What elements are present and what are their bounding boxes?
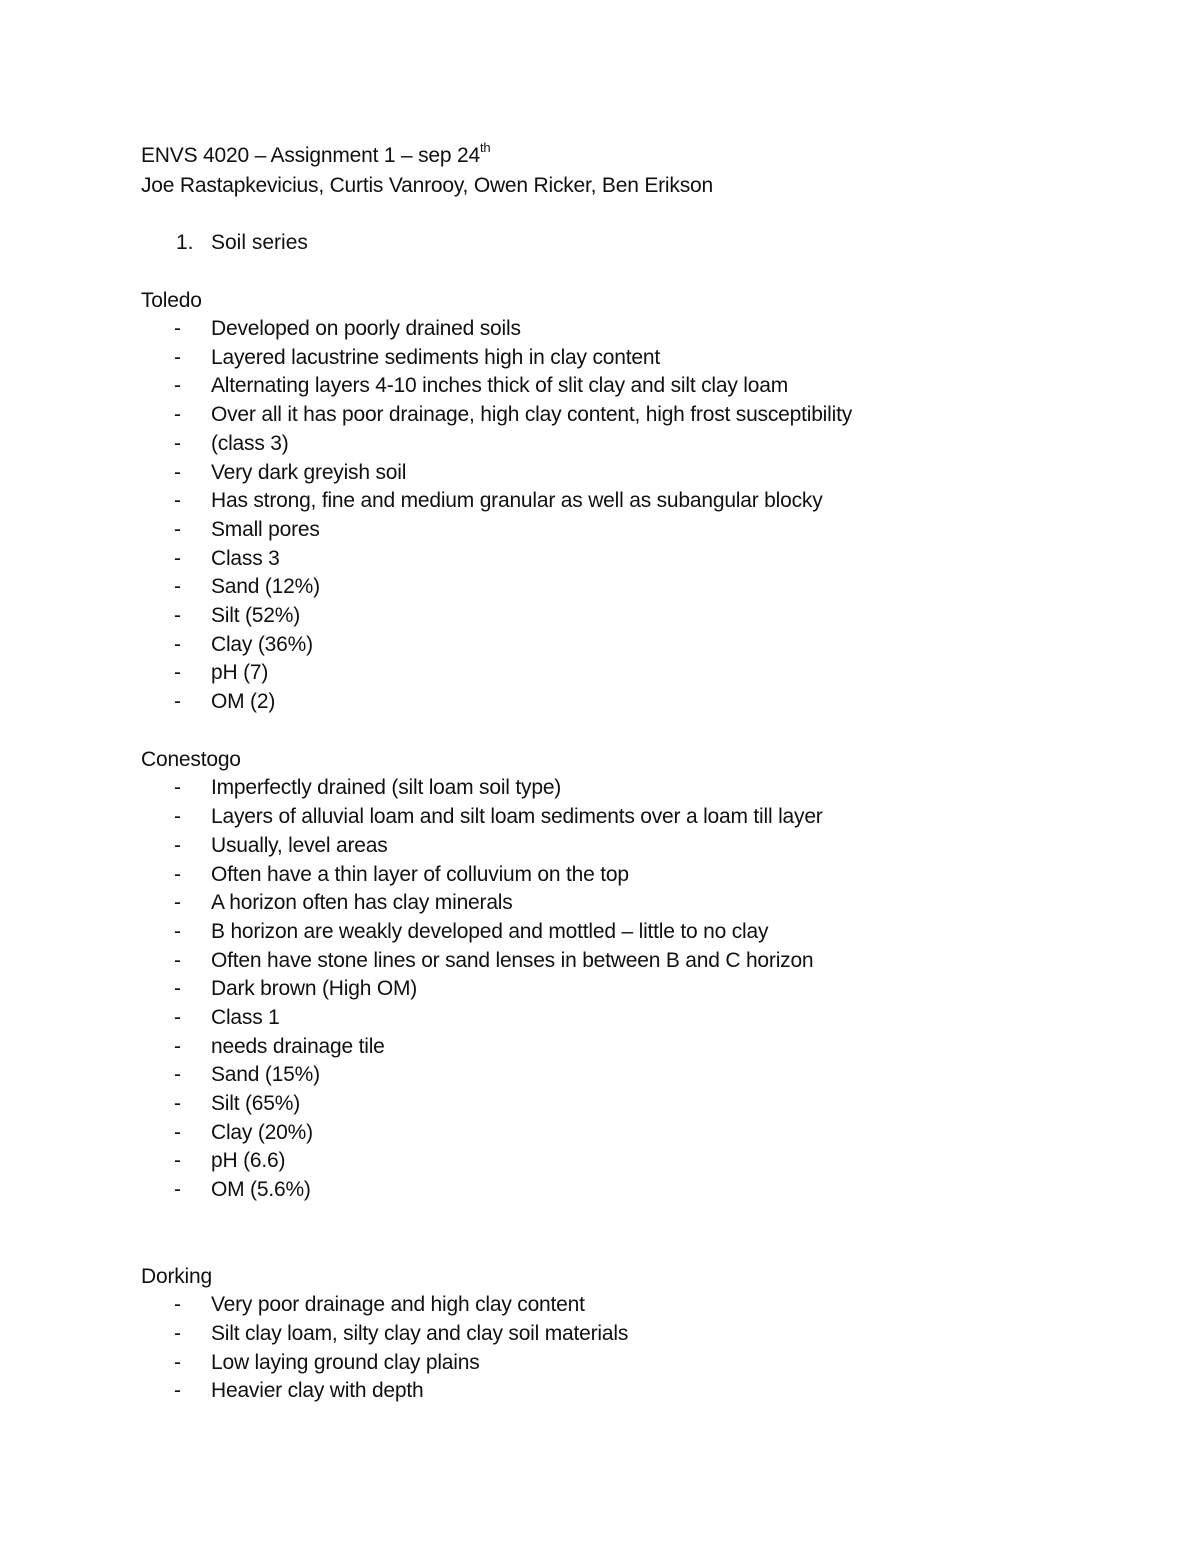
list-item-text: Class 1	[211, 1006, 280, 1029]
bullet-dash: -	[174, 1351, 181, 1374]
list-item	[174, 372, 788, 400]
list-item-text: Sand (15%)	[211, 1063, 320, 1086]
list-item	[174, 344, 660, 372]
bullet-dash: -	[174, 403, 181, 426]
list-item	[174, 516, 320, 544]
bullet-dash: -	[174, 1035, 181, 1058]
bullet-dash: -	[174, 891, 181, 914]
list-item-text: Imperfectly drained (silt loam soil type)	[211, 776, 562, 799]
list-item-text: Layers of alluvial loam and silt loam sediments over a loam till layer	[211, 805, 823, 828]
list-item	[174, 1090, 300, 1118]
list-item	[174, 401, 852, 429]
list-item-text: OM (5.6%)	[211, 1178, 311, 1201]
list-item	[174, 918, 768, 946]
bullet-dash: -	[174, 776, 181, 799]
list-item-text: Clay (20%)	[211, 1121, 313, 1144]
bullet-dash: -	[174, 661, 181, 684]
bullet-dash: -	[174, 1293, 181, 1316]
list-item-text: Often have a thin layer of colluvium on the top	[211, 863, 629, 886]
bullet-dash: -	[174, 1322, 181, 1345]
list-item	[174, 889, 513, 917]
list-item	[174, 1033, 385, 1061]
bullet-dash: -	[174, 374, 181, 397]
list-item	[174, 975, 417, 1003]
list-item-text: Dark brown (High OM)	[211, 977, 418, 1000]
bullet-dash: -	[174, 604, 181, 627]
list-item-text: pH (6.6)	[211, 1149, 286, 1172]
authors-line: Joe Rastapkevicius, Curtis Vanrooy, Owen Ricker, Ben Erikson	[141, 174, 713, 197]
list-item	[174, 315, 521, 343]
list-item	[174, 545, 280, 573]
bullet-dash: -	[174, 1178, 181, 1201]
bullet-dash: -	[174, 1149, 181, 1172]
list-item	[174, 947, 813, 975]
list-item	[174, 1061, 320, 1089]
bullet-dash: -	[174, 633, 181, 656]
question-item	[176, 229, 308, 257]
bullet-dash: -	[174, 920, 181, 943]
bullet-dash: -	[174, 1121, 181, 1144]
list-item	[174, 659, 268, 687]
title-text: ENVS 4020 – Assignment 1 – sep 24	[141, 144, 480, 167]
list-item	[174, 1147, 285, 1175]
list-item-text: pH (7)	[211, 661, 269, 684]
list-item	[174, 832, 388, 860]
list-item	[174, 602, 300, 630]
list-item	[174, 1176, 311, 1204]
list-item	[174, 1349, 480, 1377]
list-item-text: Heavier clay with depth	[211, 1379, 424, 1402]
bullet-dash: -	[174, 461, 181, 484]
list-item-text: Sand (12%)	[211, 575, 320, 598]
list-item-text: OM (2)	[211, 690, 276, 713]
list-item	[174, 459, 406, 487]
bullet-dash: -	[174, 1092, 181, 1115]
list-item-text: Often have stone lines or sand lenses in between B and C horizon	[211, 949, 814, 972]
bullet-dash: -	[174, 432, 181, 455]
list-item-text: Has strong, fine and medium granular as well as subangular blocky	[211, 489, 823, 512]
list-item-text: Class 3	[211, 547, 280, 570]
bullet-dash: -	[174, 317, 181, 340]
list-item-text: Small pores	[211, 518, 320, 541]
list-item-text: Low laying ground clay plains	[211, 1351, 480, 1374]
list-item-text: Layered lacustrine sediments high in clay content	[211, 346, 660, 369]
list-item-text: Usually, level areas	[211, 834, 388, 857]
list-item-text: Very dark greyish soil	[211, 461, 407, 484]
list-item	[174, 1004, 280, 1032]
list-item	[174, 1377, 424, 1405]
list-item	[174, 1320, 628, 1348]
list-item	[174, 1291, 585, 1319]
list-item-text: Alternating layers 4-10 inches thick of slit clay and silt clay loam	[211, 374, 788, 397]
list-item-text: Silt (65%)	[211, 1092, 301, 1115]
list-item	[174, 774, 561, 802]
bullet-dash: -	[174, 690, 181, 713]
list-item-text: Clay (36%)	[211, 633, 313, 656]
question-number: 1.	[176, 231, 194, 254]
bullet-dash: -	[174, 1379, 181, 1402]
document-title	[141, 142, 490, 170]
title-superscript: th	[479, 140, 491, 155]
bullet-dash: -	[174, 977, 181, 1000]
list-item-text: Silt (52%)	[211, 604, 301, 627]
bullet-dash: -	[174, 1006, 181, 1029]
list-item	[174, 631, 313, 659]
bullet-dash: -	[174, 1063, 181, 1086]
list-item	[174, 861, 629, 889]
list-item-text: Developed on poorly drained soils	[211, 317, 521, 340]
list-item-text: needs drainage tile	[211, 1035, 385, 1058]
list-item-text: Silt clay loam, silty clay and clay soil materials	[211, 1322, 629, 1345]
list-item	[174, 430, 289, 458]
list-item	[174, 688, 275, 716]
list-item-text: A horizon often has clay minerals	[211, 891, 513, 914]
section-heading-conestogo: Conestogo	[141, 748, 241, 771]
list-item	[174, 1119, 313, 1147]
section-heading-dorking: Dorking	[141, 1265, 212, 1288]
question-label: Soil series	[211, 231, 308, 254]
list-item-text: Very poor drainage and high clay content	[211, 1293, 585, 1316]
bullet-dash: -	[174, 834, 181, 857]
section-heading-toledo: Toledo	[141, 289, 202, 312]
list-item-text: Over all it has poor drainage, high clay content, high frost susceptibility	[211, 403, 853, 426]
bullet-dash: -	[174, 346, 181, 369]
list-item	[174, 573, 320, 601]
bullet-dash: -	[174, 575, 181, 598]
list-item	[174, 487, 823, 515]
bullet-dash: -	[174, 518, 181, 541]
list-item	[174, 803, 823, 831]
bullet-dash: -	[174, 489, 181, 512]
bullet-dash: -	[174, 863, 181, 886]
bullet-dash: -	[174, 547, 181, 570]
list-item-text: (class 3)	[211, 432, 289, 455]
bullet-dash: -	[174, 805, 181, 828]
bullet-dash: -	[174, 949, 181, 972]
list-item-text: B horizon are weakly developed and mottled – little to no clay	[211, 920, 769, 943]
